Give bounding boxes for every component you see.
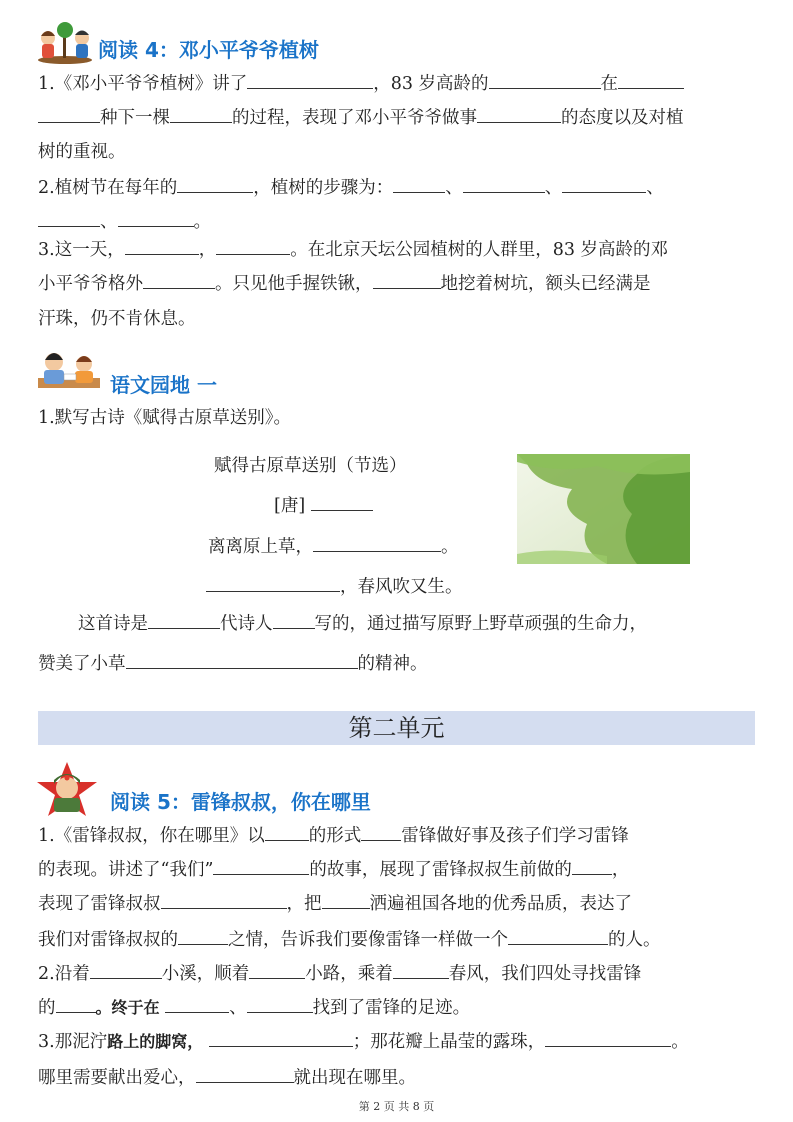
- blank[interactable]: [489, 72, 601, 89]
- s2-q1: 1.默写古诗《赋得古原草送别》。: [38, 408, 291, 428]
- s1-q3-line2: 小平爷爷格外 。只见他手握铁锹， 地挖着树坑，额头已经满是: [38, 274, 651, 294]
- blank[interactable]: [273, 612, 315, 629]
- blank[interactable]: [90, 962, 162, 979]
- blank[interactable]: [38, 210, 100, 227]
- s3-q2-line2: 的 。终于在 、 找到了雷锋的足迹。: [38, 998, 471, 1018]
- blank[interactable]: [209, 1030, 353, 1047]
- blank[interactable]: [196, 1066, 294, 1083]
- blank[interactable]: [126, 652, 358, 669]
- poem-summary-line2: 赞美了小草 的精神。: [38, 654, 428, 674]
- s3-q3-line2: 哪里需要献出爱心， 就出现在哪里。: [38, 1068, 416, 1088]
- blank[interactable]: [206, 575, 340, 592]
- poem-line-1: 离离原上草， 。: [208, 537, 459, 557]
- blank[interactable]: [247, 72, 373, 89]
- poem-author-line: [唐]: [274, 492, 373, 517]
- blank[interactable]: [125, 238, 199, 255]
- poem-title: 赋得古原草送别（节选）: [214, 456, 407, 476]
- blank[interactable]: [322, 892, 370, 909]
- blank[interactable]: [148, 612, 220, 629]
- poem-summary-line1: 这首诗是 代诗人 写的，通过描写原野上野草顽强的生命力，: [78, 614, 647, 634]
- author-blank[interactable]: [311, 494, 373, 511]
- s1-q2-line1: 2.植树节在每年的 ，植树的步骤为： 、 、 、: [38, 178, 664, 198]
- blank[interactable]: [361, 824, 401, 841]
- blank[interactable]: [265, 824, 309, 841]
- blank[interactable]: [247, 996, 313, 1013]
- s3-q1-line1: 1.《雷锋叔叔，你在哪里》以 的形式 雷锋做好事及孩子们学习雷锋: [38, 826, 629, 846]
- blank[interactable]: [213, 858, 309, 875]
- blank[interactable]: [143, 272, 215, 289]
- s1-q1-line2: 种下一棵 的过程，表现了邓小平爷爷做事 的态度以及对植: [38, 106, 684, 130]
- teacher-student-icon: [36, 350, 102, 394]
- blank[interactable]: [545, 1030, 671, 1047]
- blank[interactable]: [249, 962, 305, 979]
- blank[interactable]: [618, 72, 684, 89]
- blank[interactable]: [216, 238, 290, 255]
- s3-q1-line3: 表现了雷锋叔叔 ，把 洒遍祖国各地的优秀品质，表达了: [38, 894, 632, 914]
- s1-q3-line1: 3.这一天， ， 。在北京天坛公园植树的人群里，83 岁高龄的邓: [38, 240, 669, 260]
- blank[interactable]: [373, 272, 441, 289]
- lei-feng-star-icon: [34, 760, 100, 818]
- blank[interactable]: [177, 176, 253, 193]
- grass-painting: [517, 454, 690, 564]
- blank[interactable]: [118, 210, 194, 227]
- poem-line-2: ，春风吹又生。: [206, 573, 463, 598]
- section-title-reading-5: 阅读 5：雷锋叔叔，你在哪里: [110, 790, 371, 814]
- blank[interactable]: [178, 928, 228, 945]
- section-title-reading-4: 阅读 4：邓小平爷爷植树: [98, 38, 319, 62]
- page-footer: 第 2 页 共 8 页: [358, 1100, 435, 1113]
- blank[interactable]: [165, 996, 229, 1013]
- s1-q1-line1: 1.《邓小平爷爷植树》讲了 ，83 岁高龄的 在: [38, 72, 684, 96]
- blank[interactable]: [393, 962, 449, 979]
- s3-q3-line1: 3.那泥泞路上的脚窝， ；那花瓣上晶莹的露珠， 。: [38, 1032, 689, 1052]
- blank[interactable]: [562, 176, 646, 193]
- blank[interactable]: [313, 535, 441, 552]
- blank[interactable]: [477, 106, 561, 123]
- s3-q1-line2: 的表现。讲述了“我们” 的故事，展现了雷锋叔叔生前做的 ，: [38, 860, 630, 880]
- blank[interactable]: [572, 858, 612, 875]
- blank[interactable]: [170, 106, 232, 123]
- blank[interactable]: [463, 176, 545, 193]
- blank[interactable]: [56, 996, 96, 1013]
- kids-planting-icon: [36, 22, 94, 64]
- blank[interactable]: [161, 892, 287, 909]
- unit-heading: 第二单元: [348, 714, 445, 742]
- blank[interactable]: [508, 928, 608, 945]
- section-title-yuwen-yuandi: 语文园地 一: [110, 373, 217, 397]
- s1-q1-line3: 树的重视。: [38, 142, 126, 162]
- s3-q1-line4: 我们对雷锋叔叔的 之情，告诉我们要像雷锋一样做一个 的人。: [38, 930, 661, 950]
- s3-q2-line1: 2.沿着 小溪，顺着 小路，乘着 春风，我们四处寻找雷锋: [38, 964, 642, 984]
- s1-q2-line2: 、 。: [38, 210, 211, 234]
- blank[interactable]: [38, 106, 100, 123]
- s1-q3-line3: 汗珠，仍不肯休息。: [38, 309, 196, 329]
- blank[interactable]: [393, 176, 445, 193]
